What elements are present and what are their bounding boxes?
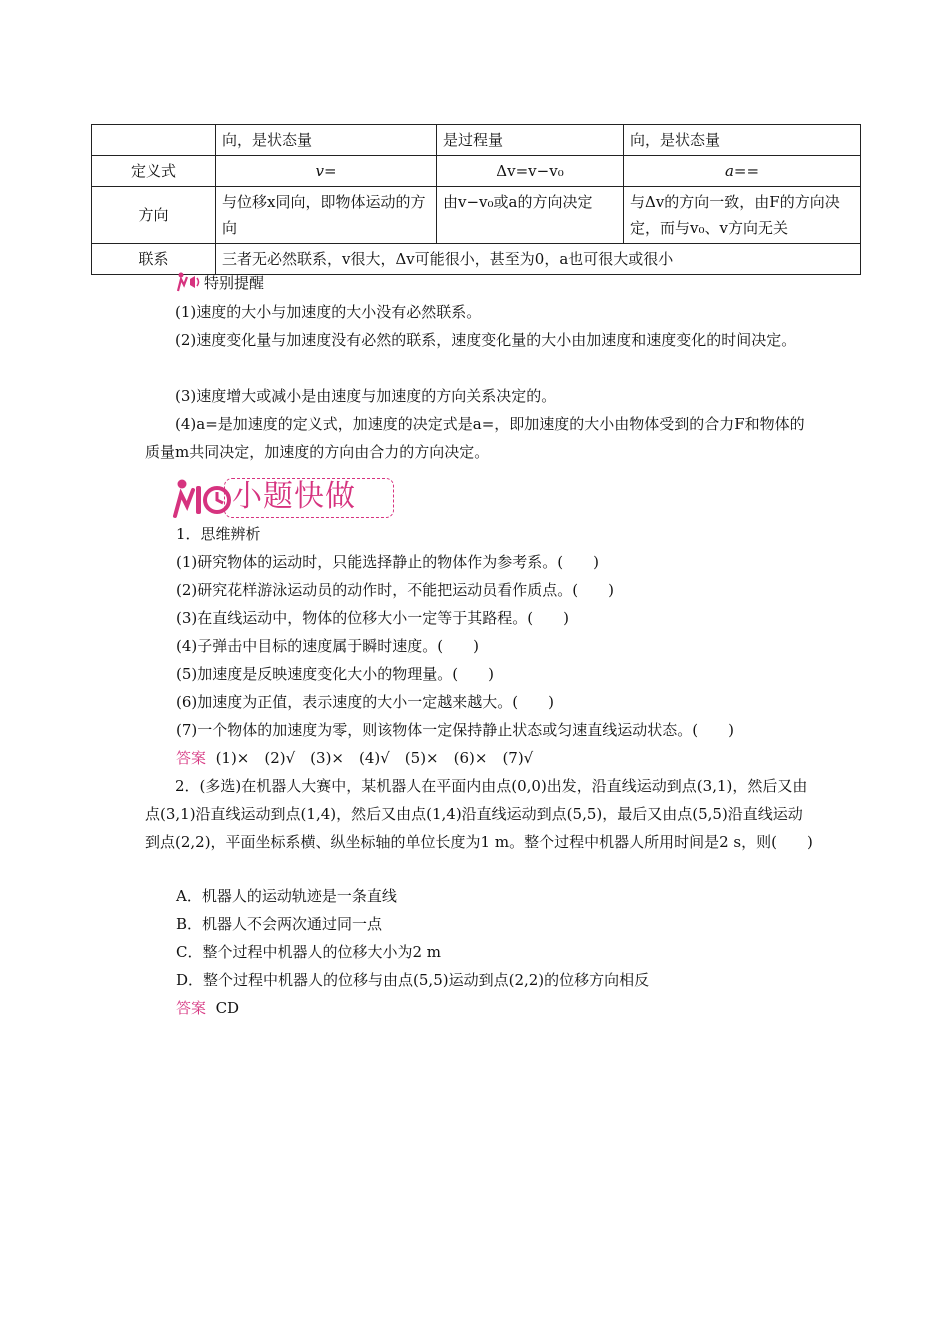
question-stem: 2．(多选)在机器人大赛中，某机器人在平面内由点(0,0)出发，沿直线运动到点(3,1)，然后又由点(3,1)沿直线运动到点(1,4)，然后又由点(1,4)沿直线运动到点(5,5)，最后又由点(5,5)沿直线运动到点(2,2)，平面坐标系横、纵坐标轴的单位长度为1 m。整个过程中机器人所用时间是2 s，则( ) — [145, 777, 813, 851]
option-d: D．整个过程中机器人的位移与由点(5,5)运动到点(2,2)的位移方向相反 — [176, 971, 650, 989]
option-b: B．机器人不会两次通过同一点 — [176, 915, 383, 933]
tip-item: (1)速度的大小与加速度的大小没有必然联系。 — [175, 303, 482, 321]
table-row — [92, 156, 861, 187]
reminder-icon — [176, 271, 202, 293]
tip-title: 特别提醒 — [204, 273, 265, 292]
answer-text: (1)× (2)√ (3)× (4)√ (5)× (6)× (7)√ — [215, 749, 534, 767]
answer-line — [176, 744, 533, 772]
table-row — [92, 125, 861, 156]
answer-label: 答案 — [176, 999, 207, 1017]
tip-item: (2)速度变化量与加速度没有必然的联系，速度变化量的大小由加速度和速度变化的时间决定。 — [175, 331, 797, 349]
quick-practice-icon — [172, 476, 232, 520]
answer-label: 答案 — [176, 749, 207, 767]
table-cell: 由v−v₀或a的方向决定 — [437, 187, 624, 244]
row-header: 定义式 — [92, 156, 216, 187]
list-item: (6)加速度为正值，表示速度的大小一定越来越大。( ) — [176, 693, 554, 711]
table-cell: 与位移x同向，即物体运动的方向 — [216, 187, 437, 244]
tip-heading — [176, 270, 264, 294]
table-cell — [92, 125, 216, 156]
answer-line — [176, 994, 239, 1022]
list-item: (5)加速度是反映速度变化大小的物理量。( ) — [176, 665, 494, 683]
table-cell: v= — [216, 156, 437, 187]
section-banner — [172, 474, 397, 522]
list-item: (7)一个物体的加速度为零，则该物体一定保持静止状态或匀速直线运动状态。( ) — [176, 721, 734, 739]
row-header: 联系 — [92, 244, 216, 275]
answer-text: CD — [215, 999, 240, 1017]
row-header: 方向 — [92, 187, 216, 244]
list-item: (4)子弹击中目标的速度属于瞬时速度。( ) — [176, 637, 479, 655]
section-title: 小题快做 — [232, 479, 356, 514]
table-cell: 三者无必然联系，v很大，Δv可能很小，甚至为0，a也可很大或很小 — [216, 244, 861, 275]
table-cell: a== — [624, 156, 861, 187]
option-a: A．机器人的运动轨迹是一条直线 — [176, 887, 397, 905]
list-item: (2)研究花样游泳运动员的动作时，不能把运动员看作质点。( ) — [176, 581, 614, 599]
table-cell: Δv=v−v₀ — [437, 156, 624, 187]
table-row — [92, 187, 861, 244]
option-c: C．整个过程中机器人的位移大小为2 m — [176, 943, 442, 961]
table-cell: 是过程量 — [437, 125, 624, 156]
list-item: (3)在直线运动中，物体的位移大小一定等于其路程。( ) — [176, 609, 569, 627]
table-cell: 向，是状态量 — [624, 125, 861, 156]
comparison-table — [91, 124, 861, 275]
tip-item: (3)速度增大或减小是由速度与加速度的方向关系决定的。 — [175, 387, 557, 405]
list-item: (1)研究物体的运动时，只能选择静止的物体作为参考系。( ) — [176, 553, 599, 571]
table-cell: 向，是状态量 — [216, 125, 437, 156]
question-title: 1．思维辨析 — [176, 525, 261, 543]
tip-item: (4)a=是加速度的定义式，加速度的决定式是a=，即加速度的大小由物体受到的合力F和物体的质量m共同决定，加速度的方向由合力的方向决定。 — [145, 415, 805, 461]
table-cell: 与Δv的方向一致，由F的方向决定，而与v₀、v方向无关 — [624, 187, 861, 244]
